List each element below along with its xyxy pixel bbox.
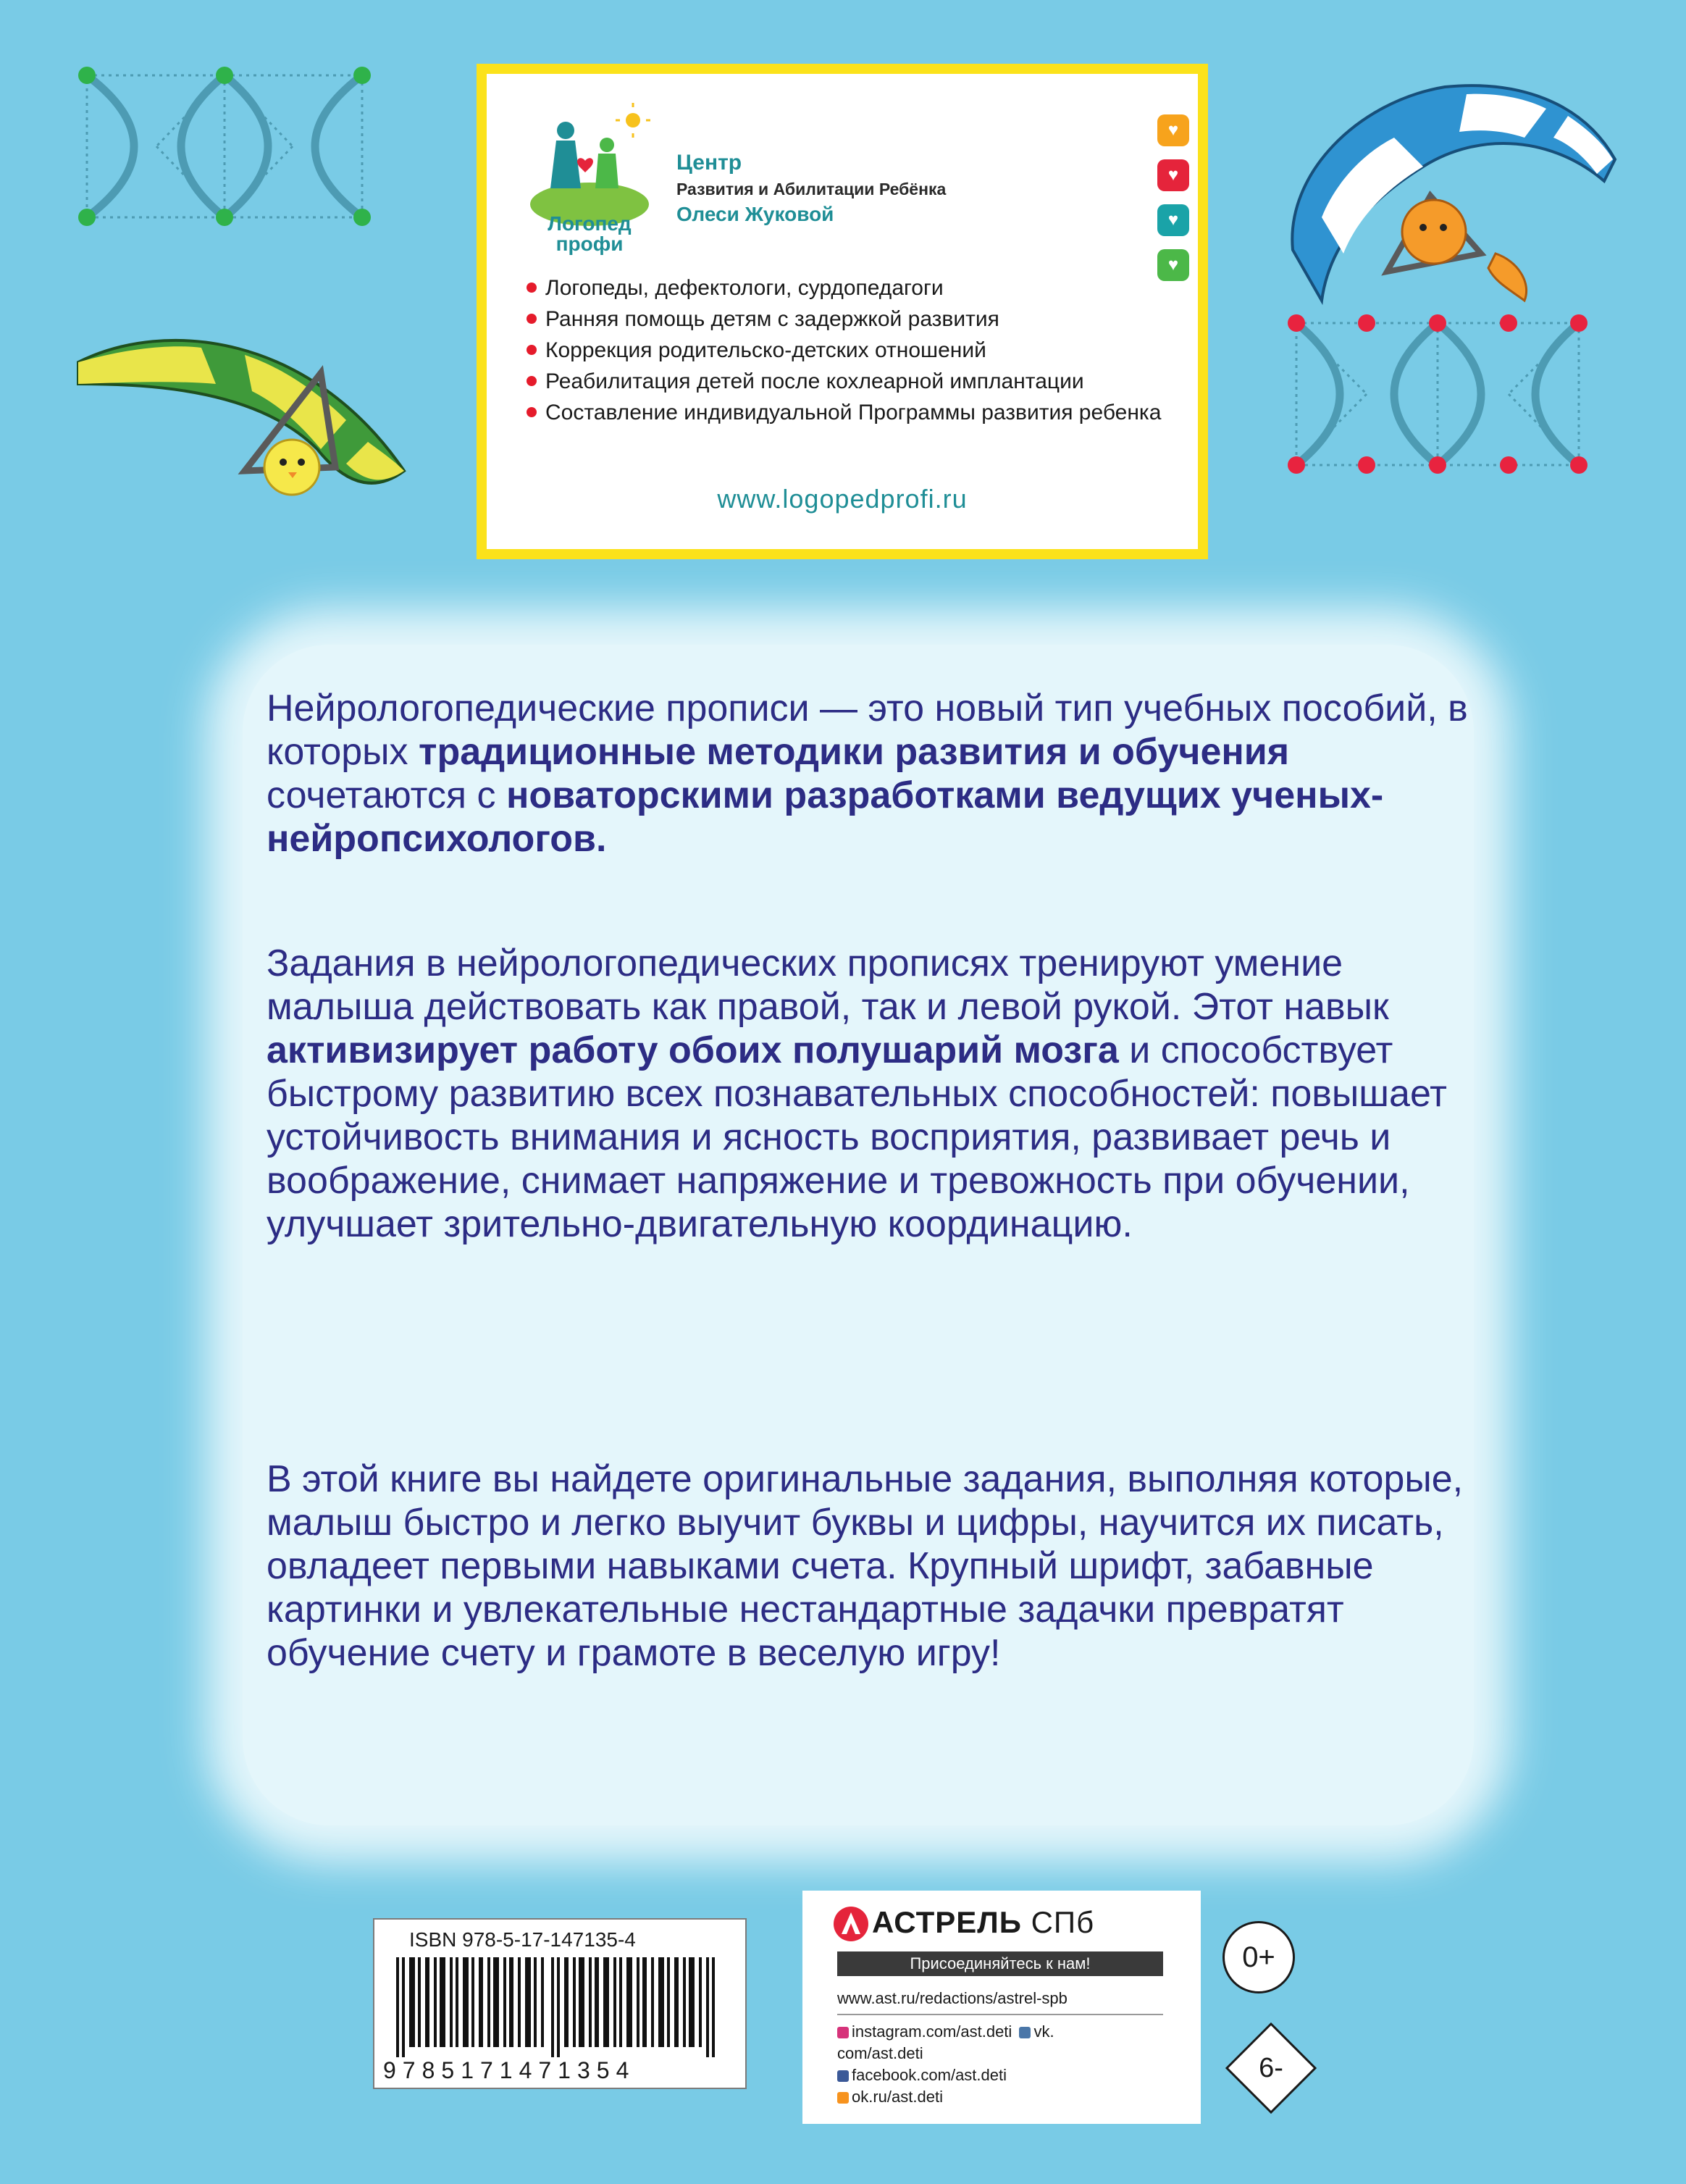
publisher-name-suffix: СПб — [1031, 1905, 1095, 1939]
vk-link-b[interactable]: com/ast.deti — [837, 2044, 923, 2062]
p2-bold-1: активизирует работу обоих полушарий мозга — [267, 1029, 1119, 1071]
publisher-url[interactable]: www.ast.ru/redactions/astrel-spb — [837, 1989, 1068, 2007]
instagram-icon — [837, 2027, 849, 2038]
center-title: Центр — [676, 151, 742, 175]
join-us-banner: Присоединяйтесь к нам! — [837, 1951, 1163, 1976]
facebook-line — [837, 2066, 1007, 2085]
publisher-box — [802, 1891, 1201, 2124]
facebook-link[interactable]: facebook.com/ast.deti — [852, 2066, 1007, 2084]
publisher-divider — [837, 2014, 1163, 2015]
p1-text-a: Нейрологопедические прописи — это новый тип учебных пособий, в которых — [267, 687, 1468, 773]
services-list-item: Коррекция родительско-детских отношений — [525, 335, 1177, 366]
services-list-item: Логопеды, дефектологи, сурдопедагоги — [525, 272, 1177, 304]
barcode-digits: 9785171471354 — [383, 2057, 636, 2083]
publisher-name — [872, 1905, 1094, 1940]
heart-badge-green: ♥ — [1157, 249, 1189, 281]
heart-badge-orange: ♥ — [1157, 114, 1189, 146]
ok-link[interactable]: ok.ru/ast.deti — [852, 2088, 943, 2106]
center-owner: Олеси Жуковой — [676, 203, 834, 225]
vk-icon — [1019, 2027, 1031, 2038]
website-link[interactable]: www.logopedprofi.ru — [717, 484, 968, 514]
vk-link-a[interactable]: vk. — [1033, 2022, 1054, 2041]
publisher-name-main: АСТРЕЛЬ — [872, 1905, 1022, 1939]
odnoklassniki-icon — [837, 2092, 849, 2104]
p1-bold-2: новаторскими разработками ведущих ученых-нейропсихологов. — [267, 774, 1384, 860]
red-line-pattern — [1282, 314, 1593, 474]
p2-text-c: и способствует быстрому развитию всех познавательных способностей: повышает устойчивость внимания и ясность восприятия, развивает речь и воображение, снимает напряжение и тревожность при обучении, улучшает зрительно-двигательную координацию. — [267, 1029, 1447, 1245]
description-paragraph-1 — [267, 687, 1469, 861]
services-list-item: Ранняя помощь детям с задержкой развития — [525, 304, 1177, 335]
p2-text-a: Задания в нейрологопедических прописях тренируют умение малыша действовать как правой, так и левой рукой. Этот навык — [267, 942, 1389, 1028]
services-list-item: Составление индивидуальной Программы развития ребенка — [525, 397, 1177, 428]
barcode-graphic — [396, 1957, 724, 2057]
logo-text-line1: Логопед — [548, 212, 632, 235]
astrel-logo-icon — [833, 1904, 869, 1944]
barcode-box — [373, 1918, 747, 2089]
logoped-profi-logo — [526, 103, 671, 255]
description-paragraph-3: В этой книге вы найдете оригинальные задания, выполняя которые, малыш быстро и легко выучит буквы и цифры, научится их писать, овладеет первыми навыками счета. Крупный шрифт, забавные картинки и увлекательные нестандартные задачки превратят обучение счету и грамоте в веселую игру! — [267, 1458, 1464, 1674]
instagram-link[interactable]: instagram.com/ast.deti — [852, 2022, 1012, 2041]
logoped-profi-ad-card — [477, 64, 1208, 559]
services-list — [525, 272, 1177, 428]
center-title-block — [676, 149, 1024, 227]
instagram-line — [837, 2022, 1054, 2041]
heart-badge-teal: ♥ — [1157, 204, 1189, 236]
heart-badge-red: ♥ — [1157, 159, 1189, 191]
logo-text-line2: профи — [555, 233, 624, 255]
isbn-number: ISBN 978-5-17-147135-4 — [409, 1928, 636, 1951]
description-paragraph-2 — [267, 942, 1469, 1246]
ok-line — [837, 2088, 943, 2106]
services-list-item: Реабилитация детей после кохлеарной имплантации — [525, 366, 1177, 397]
age-rating-diamond-text: 6- — [1259, 2053, 1283, 2083]
center-subtitle: Развития и Абилитации Ребёнка — [676, 180, 947, 198]
chick-hang-glider-illustration — [71, 304, 419, 543]
p1-bold-1: традиционные методики развития и обучения — [419, 731, 1290, 773]
fox-hang-glider-illustration — [1278, 72, 1619, 311]
p1-text-c: сочетаются с — [267, 774, 506, 816]
age-rating-circle: 0+ — [1222, 1921, 1295, 1993]
green-line-pattern — [72, 67, 377, 226]
age-rating-diamond — [1224, 2021, 1318, 2115]
facebook-icon — [837, 2070, 849, 2082]
